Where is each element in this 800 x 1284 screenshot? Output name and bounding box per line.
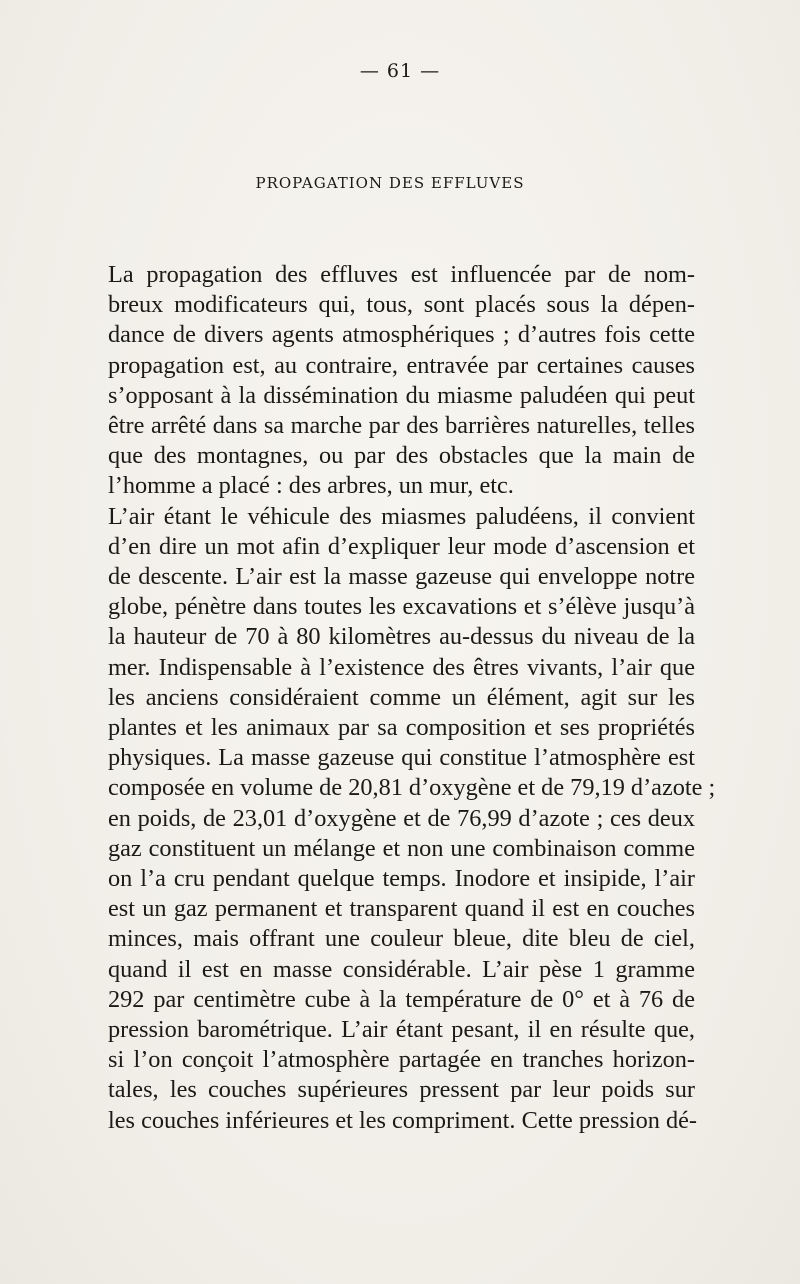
text-line: propagation est, au contraire, entravée par certaines causes <box>108 351 695 379</box>
text-line: tales, les couches supérieures pressent par leur poids sur <box>108 1076 695 1104</box>
text-line: les couches inférieures et les compriment. Cette pression dé- <box>108 1106 697 1134</box>
text-line: physiques. La masse gazeuse qui constitue l’atmosphère est <box>108 744 695 772</box>
text-line: pression barométrique. L’air étant pesant, il en résulte que, <box>108 1016 695 1044</box>
text-line: si l’on conçoit l’atmosphère partagée en tranches horizon- <box>108 1046 695 1074</box>
text-line: les anciens considéraient comme un élément, agit sur les <box>108 683 695 711</box>
text-line: breux modificateurs qui, tous, sont placés sous la dépen- <box>108 291 695 319</box>
text-line: en poids, de 23,01 d’oxygène et de 76,99 d’azote ; ces deux <box>108 804 695 832</box>
text-line: de descente. L’air est la masse gazeuse qui enveloppe notre <box>108 563 695 591</box>
paragraph-1 <box>78 260 695 502</box>
text-line: est un gaz permanent et transparent quand il est en couches <box>108 895 695 923</box>
section-title: PROPAGATION DES EFFLUVES <box>255 174 525 192</box>
text-line: s’opposant à la dissémination du miasme paludéen qui peut <box>108 381 695 409</box>
text-line: gaz constituent un mélange et non une combinaison comme <box>108 834 695 862</box>
text-line: globe, pénètre dans toutes les excavations et s’élève jusqu’à <box>108 593 695 621</box>
text-line: plantes et les animaux par sa composition et ses propriétés <box>108 714 695 742</box>
text-line: quand il est en masse considérable. L’air pèse 1 gramme <box>108 955 695 983</box>
text-line: La propagation des effluves est influencée par de nom- <box>108 261 695 288</box>
text-line: L’air étant le véhicule des miasmes paludéens, il convient <box>108 502 695 530</box>
paragraph-2 <box>78 502 716 1136</box>
text-line: être arrêté dans sa marche par des barrières naturelles, telles <box>108 412 695 440</box>
text-line: d’en dire un mot afin d’expliquer leur mode d’ascension et <box>108 532 695 560</box>
text-line: composée en volume de 20,81 d’oxygène et de 79,19 d’azote ; <box>108 774 716 802</box>
text-line: l’homme a placé : des arbres, un mur, etc. <box>108 472 514 500</box>
text-line: dance de divers agents atmosphériques ; d’autres fois cette <box>108 321 695 349</box>
text-line: 292 par centimètre cube à la température de 0° et à 76 de <box>108 985 695 1013</box>
page-number: — 61 — <box>359 60 441 82</box>
body-text <box>78 260 716 1136</box>
text-line: que des montagnes, ou par des obstacles que la main de <box>108 442 695 470</box>
text-line: la hauteur de 70 à 80 kilomètres au-dessus du niveau de la <box>108 623 695 651</box>
text-line: minces, mais offrant une couleur bleue, dite bleu de ciel, <box>108 925 695 953</box>
text-line: on l’a cru pendant quelque temps. Inodore et insipide, l’air <box>108 865 695 893</box>
text-line: mer. Indispensable à l’existence des êtres vivants, l’air que <box>108 653 695 681</box>
